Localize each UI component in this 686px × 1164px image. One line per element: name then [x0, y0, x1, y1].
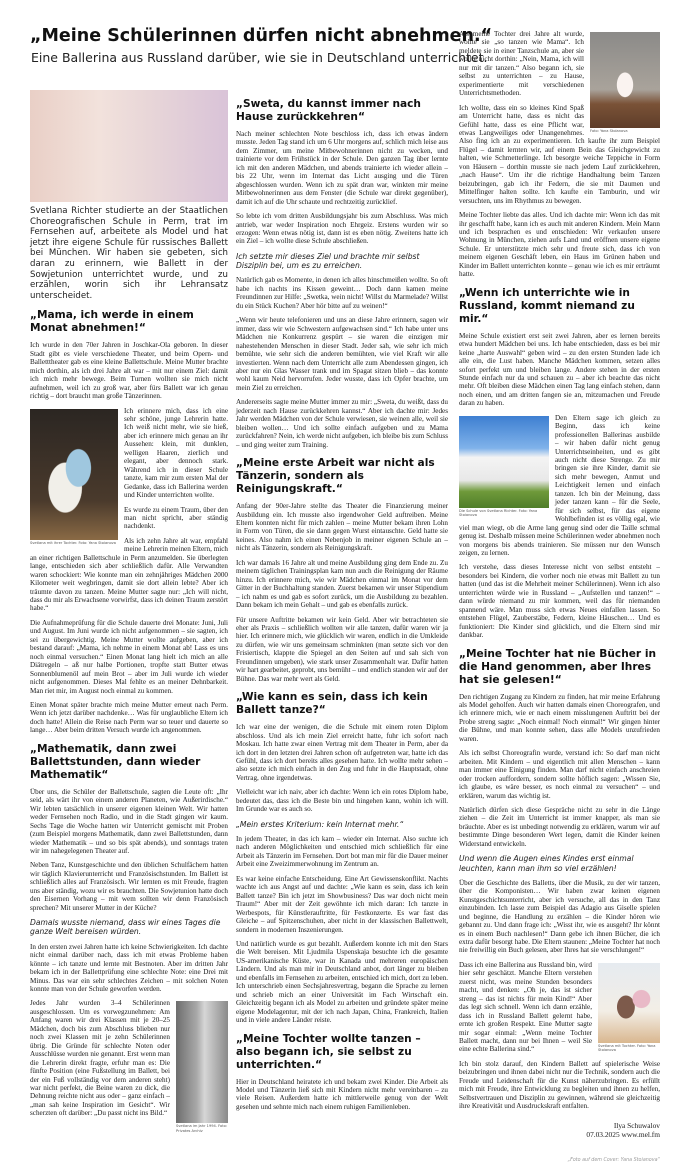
section-heading: „Meine Tochter hat nie Bücher in die Hand genommen, aber Ihres hat sie gelesen!“ [459, 647, 657, 686]
body-paragraph: Den Eltern sage ich gleich zu Beginn, dass ich keine professionellen Ballerinas ausbilde – wir haben dafür nicht genug Unterrichtseinheiten, und es gibt auch nicht diese Strenge. Zu mir bringen sie ihre Kinder, damit sie sich mehr bewegen, Anmut und Leichtigkeit lernen und einfach tanzen. Ich bin der Meinung, dass jeder tanzen kann – für die Seele, für sich selbst, für das eigene Wohlbefinden ist es völlig egal, wie viel man wiegt, ob die Arme lang genug sind oder die Taille schmal genug ist. Deshalb müssen meine Schülerinnen weder abnehmen noch von morgens bis abends trainieren. Sie müssen nur den Wunsch zeigen, zu lernen. [459, 413, 660, 558]
body-paragraph: Hier in Deutschland heiratete ich und bekam zwei Kinder. Die Arbeit als Model und Tänzerin ließ sich mit Kindern nicht mehr vereinbaren – zu viele Reisen. Außerdem hatte ich mittlerweile genug von der Welt gesehen und sehnte mich nach einem ruhigen Familienleben. [236, 1077, 448, 1111]
pull-quote: Damals wusste niemand, dass wir eines Tages die ganze Welt bereisen würden. [30, 918, 221, 937]
body-paragraph: Es wurde zu einem Traum, über den man nicht spricht, aber ständig nachdenkt. [124, 505, 228, 531]
body-paragraph: So lebte ich vom dritten Ausbildungsjahr bis zum Abschluss. Was mich antrieb, war weder Inspiration noch Ehrgeiz. Erstens wurden wir so erzogen: Wenn etwas nötig ist, dann ist es eben nötig. Zweitens hatte ich ein Ziel – ich wollte diese Schule abschließen. [236, 212, 448, 246]
body-paragraph: Vielleicht war ich naiv, aber ich dachte: Wenn ich ein rotes Diplom habe, bedeutet das, dass ich die Beste bin und hingehen kann, wohin ich will. Im Grunde war es auch so. [236, 788, 448, 814]
body-paragraph: Den richtigen Zugang zu Kindern zu finden, hat mir meine Erfahrung als Model geholfen. Auch wir hatten damals einen Choreografen, und ich erinnere mich, wie er nach einem misslungenen Auftritt bei der Probe streng sagte: „Noch einmal! Noch einmal!“ Wir gingen hinter die Bühne, und man konnte sehen, dass alle Models unzufrieden waren. [459, 692, 660, 743]
body-paragraph: Ich war eine der wenigen, die die Schule mit einem roten Diplom abschloss. Und als ich mein Ziel erreicht hatte, fuhr ich sofort nach Moskau. Ich hatte zwar einen Vertrag mit dem Theater in Perm, aber da ich dort in den letzten drei Jahren schon oft aufgetreten war, hatte ich das Gefühl, dass ich dort bereits alles gesehen hatte. Ich wollte mehr sehen – also setzte ich mich einfach in den Zug und fuhr in die Hauptstadt, ohne Vertrag, ohne irgendetwas. [236, 723, 448, 782]
photo-caption: Foto: Yana Stoianova [590, 129, 628, 133]
pull-quote: Ich setzte mir dieses Ziel und brachte mir selbst Disziplin bei, um es zu erreichen. [236, 251, 420, 271]
intro-paragraph: Svetlana Richter studierte an der Staatlichen Choreografischen Schule in Perm, trat im Fernsehen auf, arbeitete als Model und hat jetzt ihre eigene Schule für russisches Ballett bei München. Wir haben sie gebeten, sich daran zu erinnern, wie Ballett in der Sowjetunion unterrichtet wurde, und zu erzählen, worin sich ihr Lehransatz unterscheidet. [30, 206, 228, 301]
body-paragraph: Als ich selbst Choreografin wurde, verstand ich: So darf man nicht arbeiten. Mit Kindern – und eigentlich mit allen Menschen – kann man immer eine Einigung finden. Man darf nicht einfach anschreien oder trocken auffordern, sondern sollte höflich sagen: „Wissen Sie, ich glaube, es wäre besser, es noch einmal zu versuchen“ – und erklären, warum das wichtig ist. [459, 749, 660, 800]
body-paragraph: Meine Schule existiert erst seit zwei Jahren, aber es lernen bereits etwa hundert Mädchen bei uns. Ich habe entschieden, dass es bei mir keine „harte Auswahl“ geben wird – zu den ersten Stunden lade ich alle ein, die Lust haben. Manche Mädchen kommen, setzen alles sofort perfekt um und bleiben lange. Andere stehen in der ersten Stunde einfach nur da und schauen zu – aber ich beachte das nicht mehr. Oft bleiben diese Mädchen einen Tag lang einfach stehen, dann noch einen, und am dritten fangen sie an, mitzumachen und Freude daran zu haben. [459, 331, 660, 408]
photo-caption: Die Schule von Svetlana Richter. Foto: Yana Stoianova [459, 508, 538, 518]
section-heading: „Sweta, du kannst immer nach Hause zurückkehren“ [236, 98, 421, 123]
body-paragraph: „Wenn wir heute telefonieren und uns an diese Jahre erinnern, sagen wir immer, dass wir wie Schwestern aufgewachsen sind.“ Ich habe unter uns Mädchen nie Konkurrenz gespürt – sie waren die einzigen mir nahestehenden Menschen in dieser Stadt. Jeder sah, wie sehr ich mich bemühte, wie sehr sich die anderen bemühten, wie viel Kraft wir alle investierten. Wenn nach dem Unterricht alle zum Abendessen gingen, ich aber nur ein Glas Wasser trank und im Spagat sitzen blieb – das konnte wohl kaum Neid hervorrufen. Jeder wusste, dass ich Opfer brachte, um mein Ziel zu erreichen. [236, 316, 448, 392]
column-2 [236, 90, 448, 1117]
body-paragraph: Als meine Tochter drei Jahre alt wurde, wollte sie „so tanzen wie Mama“. Ich meldete sie in einer Tanzschule an, aber sie wollte nicht dorthin: „Nein, Mama, ich will nur mit dir tanzen.“ Also begann ich, sie selbst zu unterrichten – zu Hause, experimentierte mit verschiedenen Unterrichtsmethoden. [459, 30, 584, 98]
body-paragraph: Die Aufnahmeprüfung für die Schule dauerte drei Monate: Juni, Juli und August. Im Juni wurde ich nicht aufgenommen – sie sagten, ich sei zu übergewichtig. Meine Mutter wollte aufgeben, aber ich bestand darauf: „Mama, ich nehme in einem Monat ab! Lass es uns noch einmal versuchen.“ Einen Monat lang hielt ich mich an alle Diätregeln – aß nur halbe Portionen, tropfte statt Butter etwas Sonnenblumenöl auf mein Brot – aber im Juli wurde ich wieder nicht aufgenommen. Dieses Mal fehlte es an meiner Dehnbarkeit. Man riet mir, im August noch einmal zu kommen. [30, 618, 228, 695]
article-subtitle: Eine Ballerina aus Russland darüber, wie sie in Deutschland unterrichtet. [31, 50, 488, 65]
photo-young-ballerina [590, 32, 660, 133]
pull-quote: Und wenn die Augen eines Kindes erst einmal leuchten, kann man ihm so viel erzählen! [459, 854, 634, 873]
body-paragraph: In den ersten zwei Jahren hatte ich keine Schwierigkeiten. Ich dachte nicht einmal darüber nach, dass ich mit etwas Probleme haben könnte – ich tanzte und lernte mit Bestnoten. Aber im dritten Jahr bekam ich in der Ballettprüfung eine schlechte Note: eine Drei mit Minus. Das war ein sehr schlechtes Zeichen – mit solchen Noten konnte man von der Schule geworfen werden. [30, 942, 228, 994]
article-title: „Meine Schülerinnen dürfen nicht abnehmen.“ [30, 26, 493, 46]
pull-quote: „Mein erstes Kriterium: kein Internat mehr.“ [236, 819, 404, 829]
body-paragraph: Dass ich eine Ballerina aus Russland bin, wird hier sehr geschätzt. Manche Eltern verstehen zuerst nicht, was meine Stunden besonders macht, und denken: „Oh je, das ist sicher streng – das ist nichts für mein Kind!“ Aber das legt sich schnell. Wenn ich dann erzähle, dass ich in Russland Ballett gelernt habe, ernte ich großen Respekt. Eine Mutter sagte mir sogar einmal: „Wenn meine Tochter Ballett macht, dann nur bei Ihnen – weil Sie eine echte Ballerina sind.“ [459, 960, 592, 1054]
body-paragraph: Über uns, die Schüler der Ballettschule, sagten die Leute oft: „Ihr seid, als wärt ihr von einem anderen Planeten, wie Außerirdische.“ Wir lebten tatsächlich in unserer eigenen kleinen Welt. Wir hatten weder Fernsehen noch Radio, und in die Stadt gingen wir kaum. Sechs Tage die Woche hatten wir Unterricht gemischt mit Proben (zum Beispiel morgens Mathematik, dann zwei Ballettstunden, dann wieder Mathematik – und so bis spät abends), und sonntags traten wir im nahegelegenen Theater auf. [30, 787, 228, 855]
column-3 [459, 30, 660, 1164]
body-paragraph: Ich war damals 16 Jahre alt und meine Ausbildung ging dem Ende zu. Zu meinem täglichen Trainingsplan kam nun auch die Reinigung der Räume hinzu. Ich erinnere mich, wie wir Mädchen einmal im Monat vor dem Gitter in der Buchhaltung standen. Zuerst bekamen wir unser Stipendium – ich nahm es und gab es sofort zurück, um die Ausbildung zu bezahlen. Dann bekam ich mein Gehalt – und gab es ebenfalls zurück. [236, 558, 448, 610]
body-paragraph: Als ich zehn Jahre alt war, empfahl meine Lehrerin meinen Eltern, mich an einer richtigen Ballettschule in Perm anzumelden. Sie überlegten lange, entschieden sich aber schließlich dafür. Alle Verwandten waren schockiert: Wie konnte man ein zehnjähriges Mädchen 2000 Kilometer weit wegbringen, damit sie dort allein lebte? Aber ich träumte davon zu tanzen. Meine Mutter sagte nur: „Ich will nicht, dass du mir als Erwachsene vorwirfst, dass ich deinen Traum zerstört habe.“ [30, 536, 228, 613]
body-paragraph: Einen Monat später brachte mich meine Mutter erneut nach Perm. Wenn ich jetzt darüber nachdenke… Was für unglaubliche Eltern ich doch hatte! Allein die Reise nach Perm war so teuer und dauerte so lange… Aber beim dritten Versuch wurde ich angenommen. [30, 701, 228, 735]
body-paragraph: Ich verstehe, dass dieses Interesse nicht von selbst entsteht – besonders bei Kindern, die vorher noch nie etwas mit Ballett zu tun hatten (und das ist die Mehrheit meiner Schülerinnen). Wenn ich also unterrichten würde wie in Russland – „Aufstellen und tanzen!“ – dann würde niemand zu mir kommen, weil das für niemanden spannend wäre. Man muss sich etwas Neues einfallen lassen. So entstehen Flügel, Zauberstäbe, Federn, kleine Häuschen… Und es funktioniert: Die Kinder sind glücklich, und die Eltern sind mir dankbar. [459, 563, 660, 640]
body-paragraph: Über die Geschichte des Balletts, über die Musik, zu der wir tanzen, über die Komponisten… Wir haben zwar keinen eigenen Kunstgeschichtsunterricht, aber ich versuche, all das in den Tanz einzubinden. Ich lasse zum Beispiel das Adagio aus Giselle spielen und beginne, die Handlung zu erzählen – die Kinder hören wie gebannt zu. Und dann frage ich: „Wisst ihr, wie es ausgeht? Ihr könnt es in einem Buch nachlesen!“ Dann gebe ich ihnen Bücher, die ich extra dafür besorgt habe. Die Eltern staunen: „Meine Tochter hat noch nie freiwillig ein Buch gelesen, aber Ihres hat sie verschlungen!“ [459, 878, 660, 955]
body-paragraph: Es war keine einfache Entscheidung. Eine Art Gewissenskonflikt. Nachts wachte ich aus Angst auf und dachte: „Wie kann es sein, dass ich kein Ballett tanze? Bin ich jetzt im Showbusiness? Das war doch nicht mein Traum!“ Aber mit der Zeit gewöhnte ich mich daran: Ich tanzte in Werbespots, für Künstlerauftritte, für Festkonzerte. Es war fast das Gleiche – auf Spitzenschuhen, aber nicht in der klassischen Ballettwelt, sondern in modernen Inszenierungen. [236, 874, 448, 934]
section-heading: „Wie kann es sein, dass ich kein Ballett tanze?“ [236, 691, 428, 717]
photo-caption: Svetlana im Jahr 1994. Foto: Privates Archiv [176, 1124, 228, 1133]
section-heading: „Wenn ich unterrichte wie in Russland, kommt niemand zu mir.“ [459, 286, 635, 325]
photo-svetlana-with-daughter-studio-image [598, 963, 660, 1043]
body-paragraph: Meine Tochter liebte das alles. Und ich dachte mir: Wenn ich das mit ihr geschafft habe, kann ich es auch mit anderen Kindern. Mein Mann und ich besprachen es und entschieden: Wir verkaufen unsere Wohnung in München, ziehen aufs Land und eröffnen unsere eigene Schule. Er unterstützte mich sehr und freute sich, dass ich von meinem eigenen Geschäft leben, ein Haus im Grünen haben und Kinder im Ballett unterrichten konnte – genau wie ich es mir erträumt hatte. [459, 211, 660, 279]
body-paragraph: Natürlich dürfen sich diese Gespräche nicht zu sehr in die Länge ziehen – die Zeit im Unterricht ist immer knapper, als man sie bräuchte. Aber es ist unbedingt notwendig zu erklären, warum wir auf bestimmte Dinge besonderen Wert legen, damit die Kinder keinen Widerstand entwickeln. [459, 805, 660, 848]
section-heading: „Mama, ich werde in einem Monat abnehmen!“ [30, 309, 194, 335]
section-heading: „Meine erste Arbeit war nicht als Tänzerin, sondern als Reinigungskraft.“ [236, 457, 435, 496]
photo-ballet-class-image [30, 90, 228, 202]
author-name: Ilya Schuwalov [613, 1120, 660, 1130]
photo-svetlana-1994 [176, 1001, 228, 1133]
body-paragraph: Nach meiner schlechten Note beschloss ich, dass ich etwas ändern musste. Jeden Tag stand ich um 6 Uhr morgens auf, schlich mich leise aus dem Zimmer, um meine Mitbewohnerinnen nicht zu wecken, und trainierte vor dem Frühstück in der Schule. Den ganzen Tag über lernte ich mit den anderen Mädchen, und abends trainierte ich wieder allein – bis 22 Uhr, wenn im Internat das Licht ausging und die Türen abgeschlossen wurden. Wenn ich zu spät dran war, winkten mir meine Mitbewohnerinnen aus dem Fenster (die Schule war direkt gegenüber), damit ich auf die Uhr schaute und rechtzeitig zurücklief. [236, 130, 448, 206]
section-heading: „Mathematik, dann zwei Ballettstunden, dann wieder Mathematik“ [30, 742, 201, 781]
photo-svetlana-with-daughter [30, 409, 118, 545]
photo-svetlana-with-daughter-studio [598, 963, 660, 1053]
body-paragraph: Andererseits sagte meine Mutter immer zu mir: „Sweta, du weißt, dass du jederzeit nach Hause zurückkehren kannst.“ Aber ich dachte mir: Jedes Jahr werden Mädchen von der Schule verwiesen, sie weinen alle, weil sie bleiben wollen… Und ich sollte einfach aufgeben und zu Mama zurückfahren? Nein, ich werde nicht aufgeben, ich bleibe bis zum Schluss – und ging weiter zum Training. [236, 398, 448, 449]
column-1 [30, 90, 228, 1135]
body-paragraph: Ich bin stolz darauf, den Kindern Ballett auf spielerische Weise beizubringen und ihnen dabei nicht nur die Technik, sondern auch die Freude und Leidenschaft für die Kunst näherzubringen. Es erfüllt mich mit Freude, ihre Entwicklung zu begleiten und ihnen zu helfen, Selbstvertrauen und Disziplin zu gewinnen, während sie gleichzeitig ihre Kreativität und Ausdruckskraft entfalten. [459, 1059, 660, 1111]
photo-ballet-class [30, 90, 228, 202]
photo-svetlana-1994-image [176, 1001, 228, 1123]
cover-photo-credit: „Foto auf dem Cover: Yana Stoianova“ [567, 1157, 660, 1163]
photo-ballet-school-building-image [459, 416, 549, 508]
section-heading: „Meine Tochter wollte tanzen – also begann ich, sie selbst zu unterrichten.“ [236, 1032, 421, 1071]
body-paragraph: Ich wollte, dass ein so kleines Kind Spaß am Unterricht hatte, dass es nicht das Gefühl hatte, dass es eine Pflicht war, etwas Langweiliges oder Unangenehmes. Also fing ich an zu experimentieren. Ich kaufte ihr zum Beispiel Flügel – damit lernten wir, auf einem Bein das Gleichgewicht zu halten, wie Schmetterlinge. Ich besorgte weiche Teppiche in Form von Häusern – dorthin musste sie nach jedem Lauf zurückkehren, „nach Hause“. Um ihr die richtige Handhaltung beim Tanzen beizubringen, gab ich ihr Federn, die sie mit Daumen und Mittelfinger halten sollte. Ich kaufte ein Tamburin, und wir versuchten, uns im Rhythmus zu bewegen. [459, 103, 660, 205]
photo-svetlana-with-daughter-image [30, 409, 118, 540]
body-paragraph: Anfang der 90er-Jahre stellte das Theater die Finanzierung meiner Ausbildung ein. Ich musste also irgendwoher Geld auftreiben. Meine Eltern konnten nicht für mich zahlen – meine Mutter bekam ihren Lohn in Form von Türen, die sie dann gegen Wurst eintauschte. Geld hatte sie keines. Also nahm ich einen Nebenjob in meiner eigenen Schule an – nicht als Tänzerin, sondern als Reinigungskraft. [236, 502, 448, 553]
body-paragraph: Und natürlich wurde es gut bezahlt. Außerdem konnte ich mit den Stars die Welt bereisen. Mit Ljudmila Uspenskaja besuchte ich die gesamte US-amerikanische Küste, war in Kanada und mehreren europäischen Ländern. Und als man mir in Deutschland anbot, dort länger zu bleiben und ebenfalls im Fernsehen zu arbeiten, entschied ich mich, dort zu leben. Ich unterschrieb einen Sechsjahresvertrag, begann die Sprache zu lernen und schrieb mich an einer Universität im Fach Wirtschaft ein. Gleichzeitig begann ich als Model zu arbeiten und gründete später meine eigene Modelagentur, mit der ich nach Japan, China, Frankreich, Italien und in viele andere Länder reiste. [236, 939, 448, 1025]
photo-caption: Svetlana mit Tochter. Foto: Yana Stoianova [598, 1043, 656, 1053]
body-paragraph: Ich erinnere mich, dass ich eine sehr schöne, junge Lehrerin hatte. Ich weiß nicht mehr, wie sie hieß, aber ich erinnere mich genau an ihr Aussehen: klein, mit dunklen, welligen Haaren, zierlich und elegant, aber dennoch stark. Während ich in dieser Schule tanzte, kam mir zum ersten Mal der Gedanke, dass ich Ballerina werden und Kinder unterrichten wollte. [124, 406, 228, 500]
byline [459, 1121, 660, 1140]
photo-ballet-school-building [459, 416, 549, 518]
body-paragraph: Natürlich gab es Momente, in denen ich alles hinschmeißen wollte. So oft habe ich nachts ins Kissen geweint… Doch dann kamen meine Freundinnen zur Hilfe: „Swetka, wein nicht! Willst du Marmelade? Willst du ein Stück Kuchen? Aber hör bitte auf zu weinen!“ [236, 276, 448, 310]
photo-young-ballerina-image [590, 32, 660, 128]
body-paragraph: Neben Tanz, Kunstgeschichte und den üblichen Schulfächern hatten wir täglich Klavierunterricht und Französischstunden. Im Ballett ist schließlich alles auf Französisch. Wir lernten es mit Freude, fragten uns aber ständig, wozu wir es brauchten. Die Sowjetunion hatte doch den Eisernen Vorhang – mit wem sollten wir denn Französisch sprechen? Mit unserer Mutter in der Küche? [30, 861, 228, 912]
body-paragraph: Ich wurde in den 70er Jahren in Joschkar-Ola geboren. In dieser Stadt gibt es viele verschiedene Theater, und beim Opern- und Balletttheater gab es eine kleine Ballettschule. Meine Mutter brachte mich dorthin, als ich drei Jahre alt war – mit nur einem Ziel: damit ich mich mehr bewege. Beim Turnen wollten sie mich nicht aufnehmen, weil ich zu groß war, aber fürs Ballett war ich genau richtig – dort braucht man große Tänzerinnen. [30, 341, 228, 401]
body-paragraph: In jedem Theater, in das ich kam – wieder ein Internat. Also suchte ich nach anderen Möglichkeiten und entschied mich schließlich für eine Arbeit als Tänzerin im Fernsehen. Dort bot man mir für die Dauer meiner Arbeit eine Zweizimmerwohnung im Zentrum an. [236, 834, 448, 869]
date-and-source: 07.03.2025 www.mel.fm [586, 1130, 660, 1140]
body-paragraph: Für unsere Auftritte bekamen wir kein Geld. Aber wir betrachteten sie eher als Praxis – schließlich wollten wir alle tanzen, dafür waren wir ja hier. Ich erinnere mich, wie glücklich wir waren, endlich in die Umkleide zu dürfen, wie wir uns gemeinsam schminkten (man setzte sich vor den Frisiertisch, klappte die Spiegel an den Seiten auf und sah sich von Freundinnen umgeben), wie stark unser Zusammenhalt war. Dafür hatten wir hart gearbeitet, geprobt, uns bemüht – und endlich standen wir auf der Bühne. Das war mehr wert als Geld. [236, 615, 448, 683]
body-paragraph: Jedes Jahr wurden 3–4 Schülerinnen ausgeschlossen. Um es vorwegzunehmen: Am Anfang waren wir drei Klassen mit je 20–25 Mädchen, doch bis zum Abschluss blieben nur noch zwei Klassen mit je zehn Schülerinnen übrig. Die Gründe für schlechte Noten oder Ausschlüsse wurden nie genannt. Erst wenn man die Lehrerin direkt fragte, erfuhr man es: Die fünfte Position (eine Fußstellung im Ballett, bei der ein Fuß vollständig vor dem anderen steht) war nicht perfekt, die Beine waren zu dick, die Dehnung reichte nicht aus oder – ganz einfach – „man sah keine Inspiration im Gesicht“. Wir scherzten oft darüber: „Du passt nicht ins Bild.“ [30, 999, 170, 1118]
photo-caption: Svetlana mit ihrer Tochter. Foto: Yana Stoianova [30, 540, 117, 545]
